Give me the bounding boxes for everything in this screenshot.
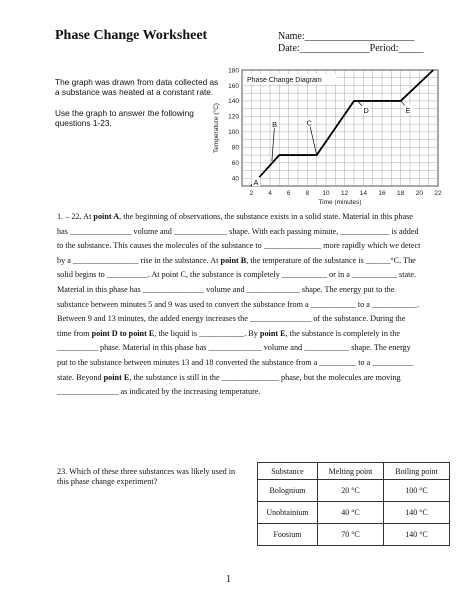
x-tick-label: 22: [434, 190, 442, 197]
table-cell: 140 °C: [384, 524, 450, 546]
x-tick-label: 10: [322, 190, 330, 197]
col-header: Melting point: [318, 463, 384, 480]
annotation-label: B: [272, 120, 278, 130]
table-cell: Bolognium: [258, 480, 318, 502]
y-tick-label: 40: [231, 175, 239, 183]
x-tick-label: 8: [305, 190, 310, 197]
y-tick-label: 100: [228, 129, 239, 137]
table-row: [258, 524, 450, 546]
x-tick-label: 18: [397, 190, 405, 197]
question-23: 23. Which of these three substances was likely used in this phase change experiment?: [57, 467, 236, 486]
table-cell: Unobtainium: [258, 502, 318, 524]
instructions-text: Use the graph to answer the following questions 1-23.: [55, 108, 194, 128]
table-row: [258, 502, 450, 524]
para-text: , the substance is completely in the __________ phase. Material in this phase has _____________ volume and ___________ shape. The energy put to the substance between minutes 13 and 18 converted the substance from a _________ to a __________ state. Beyond: [57, 328, 414, 382]
para-text: , the liquid is ___________. By: [154, 328, 260, 338]
table-cell: 20 °C: [318, 480, 384, 502]
page-number: 1: [226, 574, 231, 585]
para-emph: point E: [103, 372, 130, 382]
chart-title: Phase Change Diagram: [247, 77, 322, 84]
y-tick-label: 120: [228, 113, 239, 121]
para-emph: point A: [93, 212, 120, 221]
intro-text: The graph was drawn from data collected as a substance was heated at a constant rate.: [55, 77, 219, 97]
para-text: , the temperature of the substance is ______°C. The solid begins to __________. At point C, the substance is completely ___________ or in a ___________ state. Material in this phase has _______________ volume and _____________ shape. The energy put to the substance between minutes 5 and 9 was used to convert the substance from a ___________ to a ___________. Between 9 and 13 minutes, the added energy increases the _______________ of the substance. During the time from: [57, 255, 419, 338]
table-cell: 40 °C: [318, 502, 384, 524]
para-text: 1. – 22. At: [57, 212, 94, 221]
para-text: , the substance is still in the ______________ phase, but the molecules are moving _______________ as indicated by the increasing temperature.: [57, 372, 401, 397]
annotation-label: A: [253, 178, 259, 188]
para-emph: point B: [220, 255, 247, 265]
annotation-label: C: [306, 118, 312, 128]
annotation-label: E: [405, 106, 411, 116]
phase-change-chart: [212, 64, 448, 206]
y-tick-label: 160: [228, 82, 239, 90]
col-header: Substance: [258, 463, 318, 480]
col-header: Boiling point: [384, 463, 450, 480]
x-tick-label: 20: [415, 190, 423, 197]
x-tick-label: 2: [249, 190, 254, 197]
fill-in-paragraph: [57, 210, 421, 400]
para-emph: point D to point E: [91, 328, 155, 338]
annotation-label: D: [363, 106, 369, 116]
date-period-field[interactable]: Date:______________Period:_____: [278, 43, 424, 54]
y-tick-label: 140: [228, 98, 239, 106]
table-cell: 140 °C: [384, 502, 450, 524]
annotation-pointer: [272, 124, 275, 161]
table-row: [258, 480, 450, 502]
y-tick-label: 60: [231, 160, 239, 168]
y-tick-label: 180: [228, 67, 239, 75]
x-tick-label: 6: [286, 190, 291, 197]
substance-table: [257, 462, 450, 546]
table-cell: Foosium: [258, 524, 318, 546]
y-axis-label: Temperature (°C): [213, 103, 220, 153]
x-tick-label: 14: [359, 190, 367, 197]
table-header-row: [258, 463, 450, 480]
x-tick-label: 4: [268, 190, 272, 197]
x-axis-label: Time (minutes): [318, 199, 362, 206]
para-emph: point E: [259, 328, 286, 338]
x-tick-label: 12: [341, 190, 349, 197]
table-cell: 70 °C: [318, 524, 384, 546]
page-title: Phase Change Worksheet: [55, 28, 208, 43]
para-text: , the beginning of observations, the substance exists in a solid state. Material in this phase has _______________ volume and _____________ shape. With each passing minute, ____________ is added to the substance. This causes the molecules of the substance to ______________ more rapidly which we detect by a ________________ rise in the substance. At: [57, 212, 421, 265]
table-cell: 100 °C: [384, 480, 450, 502]
x-tick-label: 16: [378, 190, 386, 197]
y-tick-label: 80: [231, 144, 239, 152]
name-field[interactable]: Name:______________________: [278, 31, 415, 42]
